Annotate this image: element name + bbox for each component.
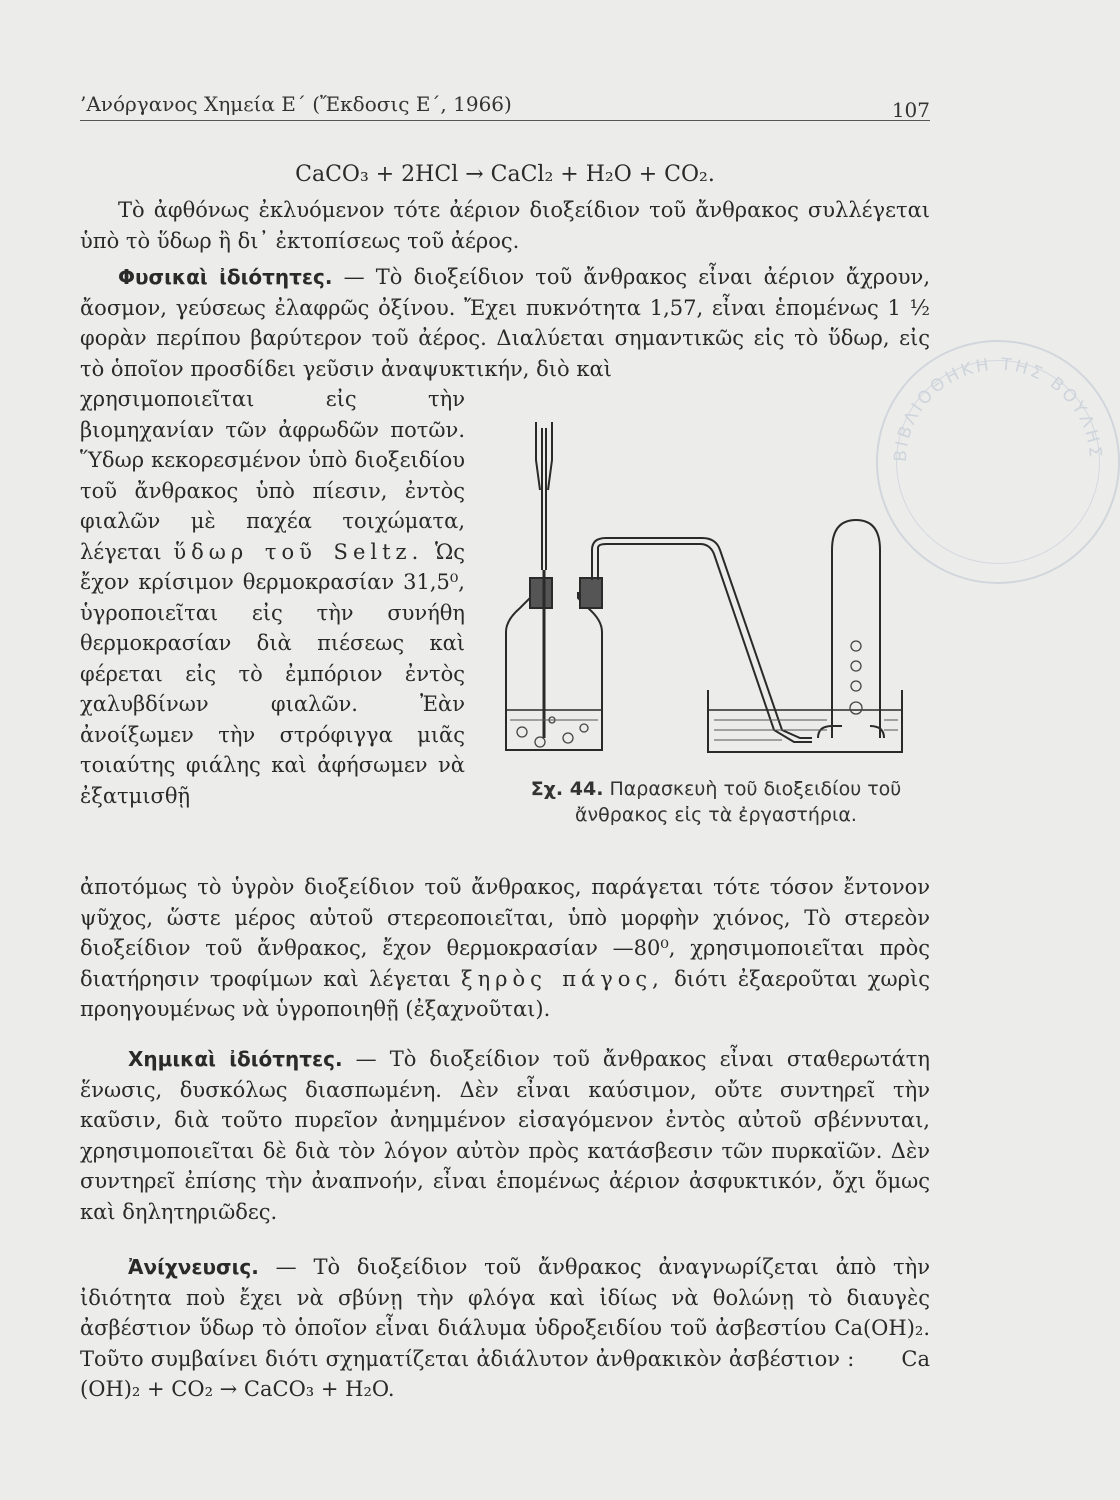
library-stamp [876, 340, 1120, 584]
page-number: 107 [891, 98, 930, 122]
figure-number: Σχ. 44. [530, 778, 604, 800]
paragraph-collection: Τὸ ἀφθόνως ἐκλυόμενον τότε ἀέριον διοξείδιον τοῦ ἄνθρακος συλλέγεται ὑπὸ τὸ ὕδωρ ἢ δι᾽ ἐκτοπίσεως τοῦ ἀέρος. [80, 198, 930, 253]
heading-chemical-properties: Χημικαὶ ἰδιότητες. [128, 1047, 343, 1071]
stamp-ring [878, 342, 1118, 582]
equation-lime-water: Ca (OH)₂ + CO₂ → CaCO₃ + H₂O. [80, 1346, 930, 1401]
physical-text-full: — Τὸ διοξείδιον τοῦ ἄνθρακος εἶναι ἀέριον ἄχρουν, ἄοσμον, γεύσεως ἐλαφρῶς ὀξίνου. Ἔχει πυκνότητα 1,57, εἶναι ἑπομένως 1 ½ φορὰν περίπου βαρύτερον τοῦ ἀέρος. Διαλύεται σημαντικῶς εἰς τὸ ὕδωρ, εἰς τὸ ὁποῖον προσδίδει γεῦσιν ἀναψυκτικήν, διὸ καὶ [80, 265, 930, 381]
marble-pieces [535, 737, 545, 747]
marble-pieces [563, 733, 573, 743]
paragraph-physical [80, 262, 930, 384]
paragraph-detection [80, 1252, 930, 1405]
marble-pieces [517, 727, 527, 737]
physical-column-text-1: χρησιμοποιεῖται εἰς τὴν βιομηχανίαν τῶν ἀφρωδῶν ποτῶν. Ὕδωρ κεκορεσμένον ὑπὸ διοξειδίου τοῦ ἄνθρακος ὑπὸ πίεσιν, ἐντὸς φιαλῶν μὲ παχέα τοιχώματα, λέγεται [80, 387, 465, 564]
collection-cylinder [832, 520, 880, 738]
delivery-tube-inner [598, 544, 812, 742]
apparatus-figure [482, 420, 942, 770]
funnel-tube [536, 422, 552, 570]
stamp-text: ΒΙΒΛΙΟΘΗΚΗ ΤΗΣ ΒΟΥΛΗΣ [890, 354, 1106, 463]
gas-bubble [851, 661, 861, 671]
heading-detection: Ἀνίχνευσις. [128, 1255, 259, 1279]
svg-text:ΒΙΒΛΙΟΘΗΚΗ ΤΗΣ ΒΟΥΛΗΣ [891, 355, 1105, 463]
running-head [80, 92, 930, 121]
equation-caco3-hcl: CaCO₃ + 2HCl → CaCl₂ + H₂O + CO₂. [295, 162, 715, 187]
delivery-tube-outer [592, 538, 812, 738]
physical-full-text-2: ἀποτόμως τὸ ὑγρὸν διοξείδιον τοῦ ἄνθρακος, παράγεται τότε τόσον ἔντονον ψῦχος, ὥστε μέρος αὐτοῦ στερεοποιεῖται, ὑπὸ μορφὴν χιόνος, Τὸ στερεὸν διοξείδιον τοῦ ἄνθρακος, ἔχον θερμοκρασίαν —80⁰, χρησιμοποιεῖται πρὸς διατήρησιν τροφίμων καὶ λέγεται [80, 875, 930, 991]
seltz-water-term: ὕδωρ τοῦ Seltz. [173, 539, 424, 564]
dry-ice-term: ξηρὸς πάγος, [461, 966, 664, 991]
chemical-text: — Τὸ διοξείδιον τοῦ ἄνθρακος εἶναι σταθερωτάτη ἕνωσις, δυσκόλως διασπωμένη. Δὲν εἶναι καύσιμον, οὔτε συντηρεῖ τὴν καῦσιν, διὰ τοῦτο πυρεῖον ἀνημμένον εἰσαγόμενον ἐντὸς αὐτοῦ σβέννυται, χρησιμοποιεῖται δὲ διὰ τὸν λόγον αὐτὸν πρὸς κατάσβεσιν τῶν πυρκαϊῶν. Δὲν συντηρεῖ ἐπίσης τὴν ἀναπνοήν, εἶναι ἑπομένως ἀέριον ἀσφυκτικόν, ὄχι ὅμως καὶ δηλητηριῶδες. [80, 1047, 931, 1224]
paragraph-dry-ice [80, 872, 930, 1025]
heading-physical-properties: Φυσικαὶ ἰδιότητες. [118, 265, 333, 289]
gas-bubble [850, 702, 862, 714]
cylinder-support [818, 726, 884, 738]
marble-pieces [580, 724, 588, 732]
physical-column-text-2: Ὡς ἔχον κρίσιμον θερμοκρασίαν 31,5⁰, ὑγροποιεῖται εἰς τὴν συνήθη θερμοκρασίαν διὰ πιέσεως καὶ φέρεται εἰς τὸ ἐμπόριον ἐντὸς χαλυβδίνων φιαλῶν. Ἐὰν ἀνοίξωμεν τὴν στρόφιγγα μιᾶς τοιαύτης φιάλης καὶ ἀφήσωμεν νὰ ἐξατμισθῇ [80, 539, 465, 808]
figure-caption-text: Παρασκευὴ τοῦ διοξειδίου τοῦ ἄνθρακος εἰς τὰ ἐργαστήρια. [575, 778, 902, 826]
flask-body [506, 632, 602, 750]
gas-bubble [851, 681, 861, 691]
column-text-left [80, 384, 465, 811]
running-title: ’Ανόργανος Χημεία Ε΄ (Ἔκδοσις Ε΄, 1966) [80, 92, 512, 116]
right-stopper [580, 578, 602, 608]
left-stopper [530, 578, 552, 608]
figure-caption [496, 776, 936, 828]
paragraph-chemical [80, 1044, 930, 1227]
gas-bubble [851, 641, 861, 651]
detection-text: — Τὸ διοξείδιον τοῦ ἄνθρακος ἀναγνωρίζεται ἀπὸ τὴν ἰδιότητα ποὺ ἔχει νὰ σβύνῃ τὴν φλόγα καὶ ἰδίως νὰ θολώνῃ τὸ διαυγὲς ἀσβέστιον ὕδωρ τὸ ὁποῖον εἶναι διάλυμα ὑδροξειδίου τοῦ ἀσβεστίου Ca(OH)₂. Τοῦτο συμβαίνει διότι σχηματίζεται ἀδιάλυτον ἀνθρακικὸν ἀσβέστιον : [80, 1255, 930, 1371]
physical-full-text-3: διότι ἐξαεροῦται χωρὶς προηγουμένως νὰ ὑγροποιηθῇ (ἐξαχνοῦται). [80, 966, 930, 1021]
